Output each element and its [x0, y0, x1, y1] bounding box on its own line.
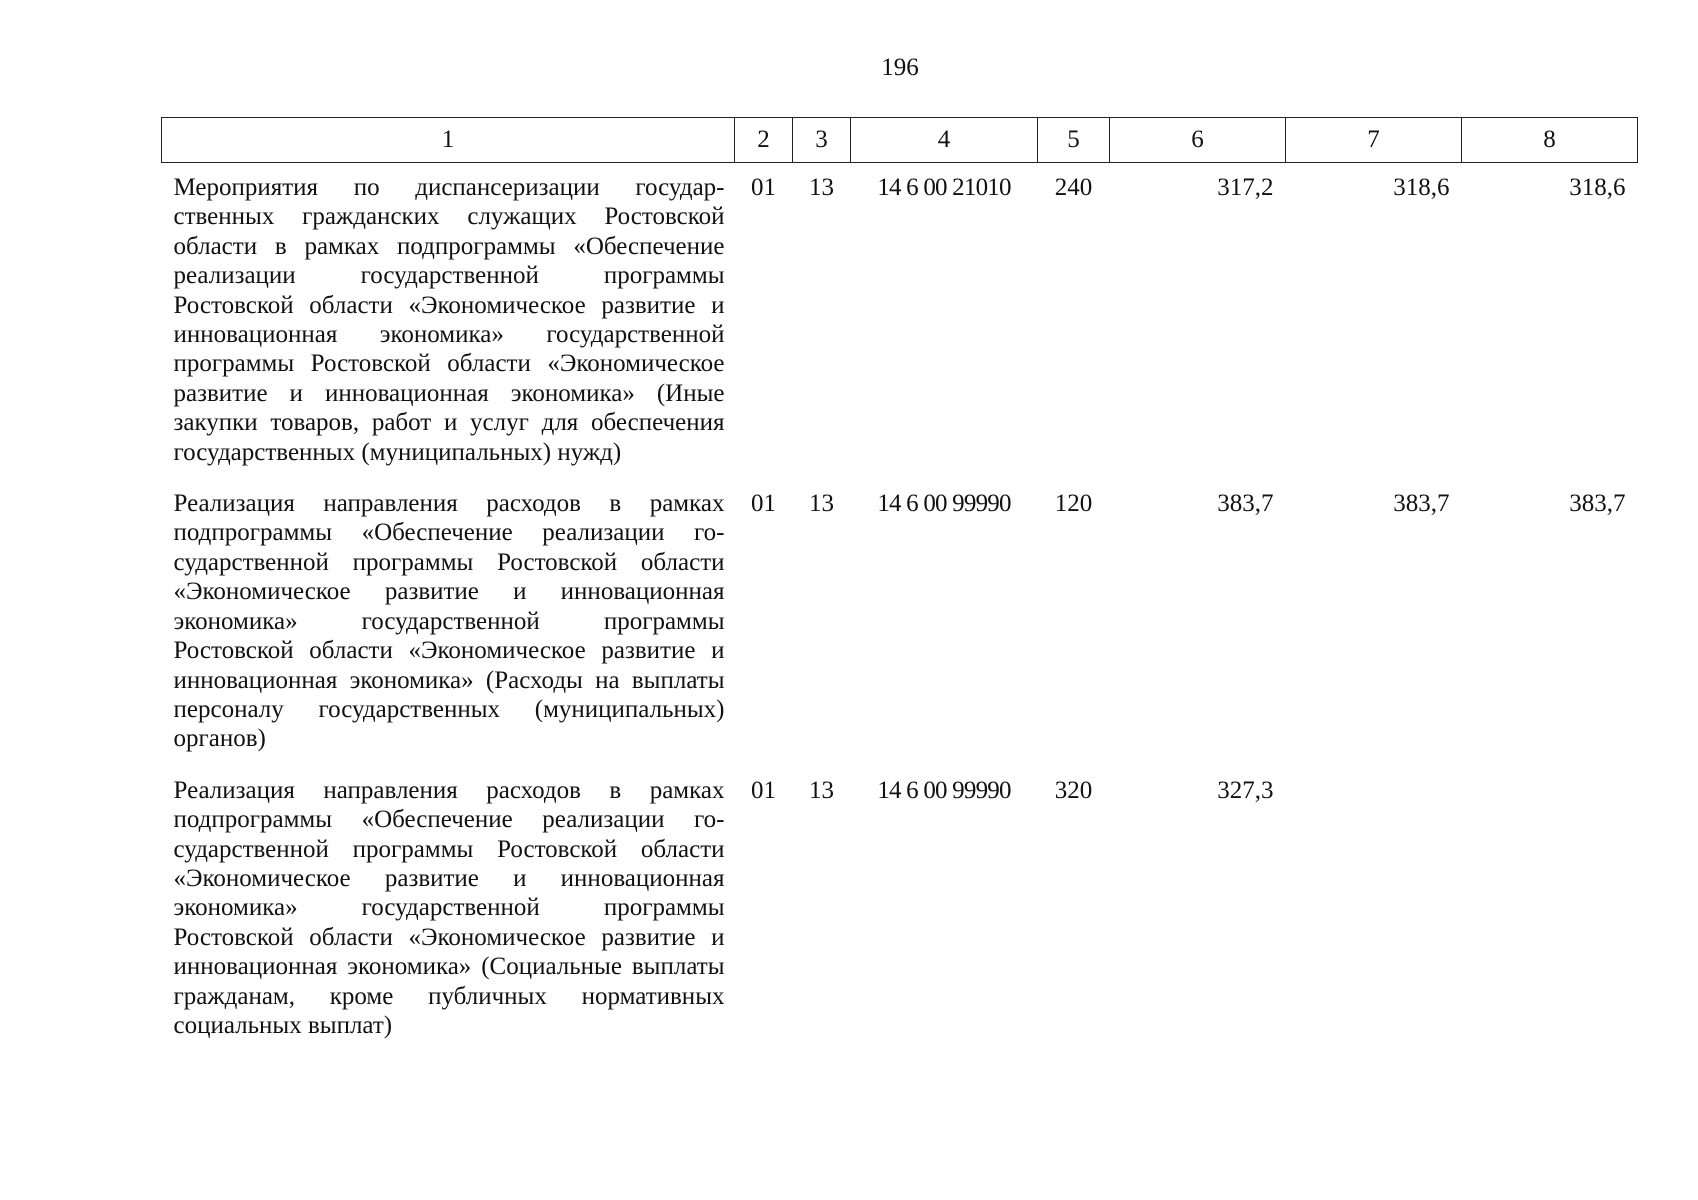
row-subsection: 13 — [809, 490, 834, 518]
row-target-code: 14 6 00 99990 — [877, 776, 1011, 804]
row-amount-col-8: 318,6 — [1569, 174, 1626, 201]
row-expense-type: 120 — [1054, 490, 1093, 518]
header-col-4: 4 — [851, 118, 1038, 163]
row-section: 01 — [751, 490, 776, 518]
row-amount-col-6: 383,7 — [1217, 490, 1274, 518]
row-expense-type: 240 — [1054, 174, 1093, 201]
row-amount-col-7: 383,7 — [1393, 490, 1450, 518]
header-col-7: 7 — [1286, 118, 1462, 163]
row-amount-col-6: 327,3 — [1217, 776, 1274, 804]
header-col-2: 2 — [735, 118, 793, 163]
row-amount-col-8: 383,7 — [1569, 490, 1626, 518]
header-row — [162, 118, 1638, 163]
table-row — [162, 766, 1638, 1053]
row-amount-col-7: 318,6 — [1393, 174, 1450, 201]
row-subsection: 13 — [809, 776, 834, 804]
header-col-1: 1 — [162, 118, 735, 163]
row-amount-col-8 — [1462, 766, 1638, 1053]
row-expense-type: 320 — [1054, 776, 1093, 804]
row-section: 01 — [751, 174, 776, 201]
page-number: 196 — [881, 54, 919, 81]
row-amount-col-6: 317,2 — [1217, 174, 1274, 201]
row-description: Мероприятия по диспансеризации государственных гражданских служащих Ростовской области в рамках подпрограммы «Обеспечение реализации государственной программы Ростовской области «Экономическое развитие и инновационная экономика» государственной программы Ростовской области «Экономическое развитие и инновационная экономика» (Иные закупки товаров, работ и услуг для обеспечения государственных (муниципальных) нужд) — [173, 174, 725, 466]
header-col-6: 6 — [1110, 118, 1286, 163]
table-row — [162, 479, 1638, 766]
row-target-code: 14 6 00 21010 — [877, 174, 1011, 201]
row-description: Реализация направления расходов в рамках подпрограммы «Обеспечение реализации государственной программы Ростовской области «Экономическое развитие и инновационная экономика» государственной программы Ростовской области «Экономическое развитие и инновационная экономика» (Расходы на выплаты персоналу государственных (муниципальных) органов) — [173, 490, 725, 753]
row-section: 01 — [751, 776, 776, 804]
header-col-8: 8 — [1462, 118, 1638, 163]
header-col-3: 3 — [793, 118, 851, 163]
row-target-code: 14 6 00 99990 — [877, 490, 1011, 518]
header-col-5: 5 — [1038, 118, 1110, 163]
row-subsection: 13 — [809, 174, 834, 201]
budget-table — [161, 117, 1638, 1052]
row-description: Реализация направления расходов в рамках подпрограммы «Обеспечение реализации государственной программы Ростовской области «Экономическое развитие и инновационная экономика» государственной программы Ростовской области «Экономическое развитие и инновационная экономика» (Социальные выплаты гражданам, кроме публичных нормативных социальных выплат) — [173, 776, 725, 1039]
table-row — [162, 163, 1638, 480]
row-amount-col-7 — [1286, 766, 1462, 1053]
